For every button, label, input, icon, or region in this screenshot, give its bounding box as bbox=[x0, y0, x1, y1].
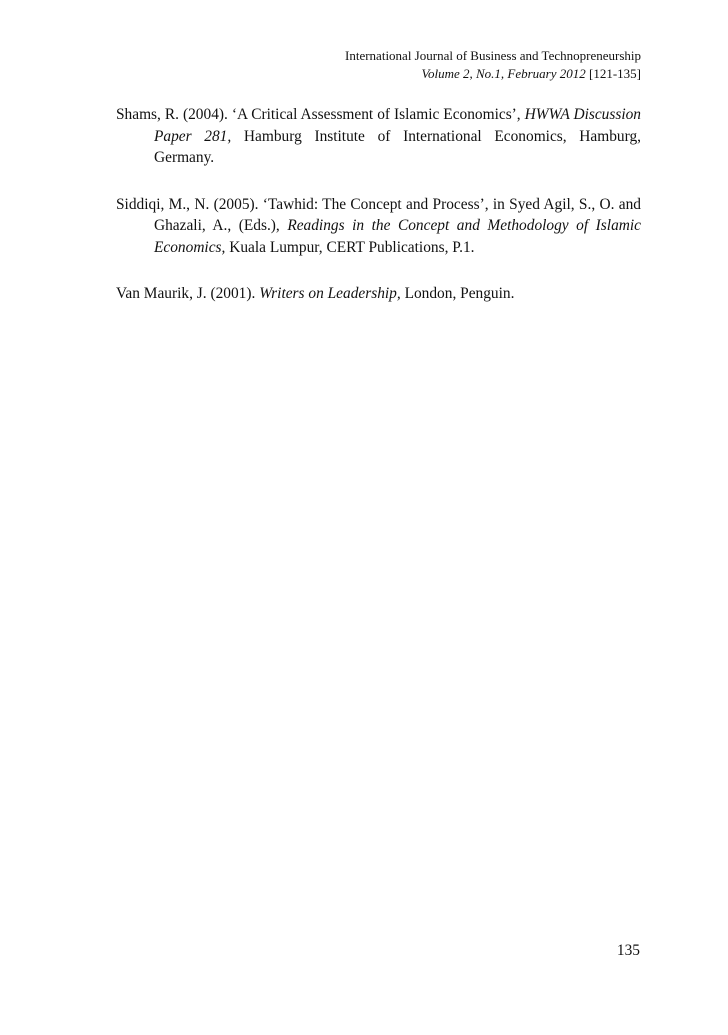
reference-text: Siddiqi, M., N. (2005). ‘Tawhid: The Concept and Process’, in Syed Agil, S., O. and Ghazali, A., (Eds.), bbox=[116, 195, 641, 234]
reference-text: Van Maurik, J. (2001). bbox=[116, 285, 260, 302]
reference-entry-siddiqi bbox=[116, 194, 641, 259]
page-range: [121-135] bbox=[589, 66, 641, 81]
reference-list bbox=[116, 104, 641, 330]
volume-issue: Volume 2, No.1, February 2012 bbox=[421, 66, 586, 81]
running-header bbox=[221, 47, 641, 83]
journal-title: International Journal of Business and Technopreneurship bbox=[345, 48, 641, 63]
page-number: 135 bbox=[616, 942, 640, 959]
reference-italic-title: Readings in the Concept and Methodology of Islamic Economics, bbox=[154, 217, 641, 256]
reference-entry-van-maurik bbox=[116, 283, 641, 305]
reference-text: Shams, R. (2004). ‘A Critical Assessment of Islamic Economics’, bbox=[116, 106, 525, 123]
volume-line bbox=[221, 65, 641, 83]
reference-italic-title: HWWA Discussion Paper 281, bbox=[154, 106, 642, 145]
reference-text: Hamburg Institute of International Economics, Hamburg, Germany. bbox=[154, 127, 641, 166]
reference-italic-title: Writers on Leadership, bbox=[259, 285, 401, 302]
reference-text: Kuala Lumpur, CERT Publications, P.1. bbox=[225, 238, 475, 256]
reference-entry-shams bbox=[116, 104, 641, 169]
reference-text: London, Penguin. bbox=[400, 285, 515, 302]
